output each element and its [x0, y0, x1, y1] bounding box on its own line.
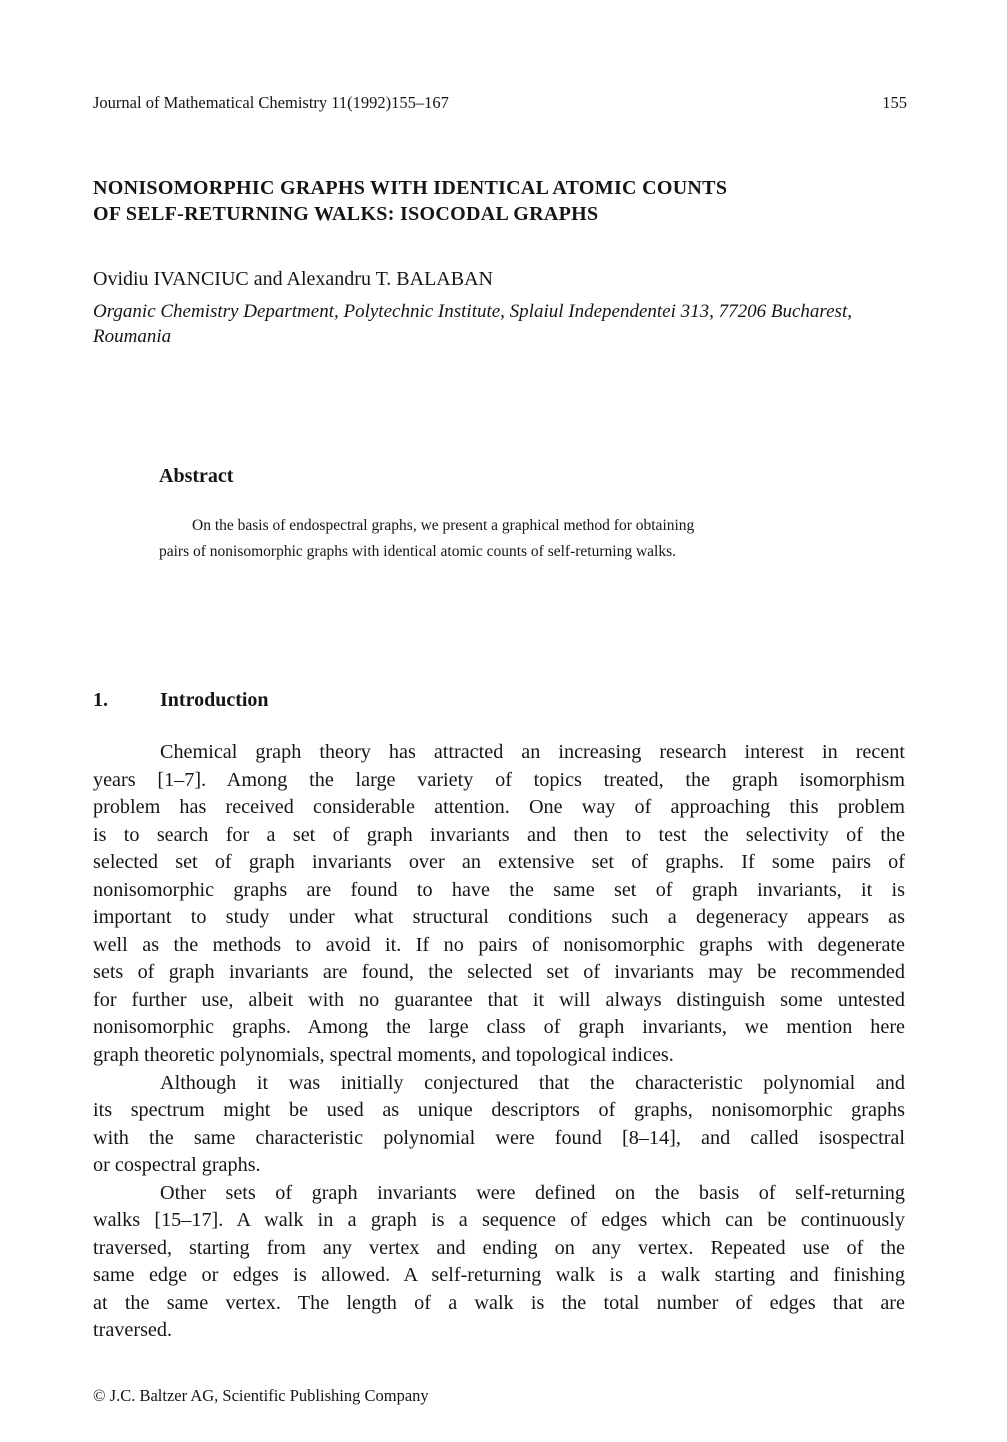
page-number: 155	[882, 93, 907, 112]
author-list: Ovidiu IVANCIUC and Alexandru T. BALABAN	[93, 268, 493, 290]
body-line: years [1–7]. Among the large variety of topics treated, the graph isomorphism	[93, 768, 905, 791]
body-line: with the same characteristic polynomial were found [8–14], and called isospectral	[93, 1126, 905, 1149]
body-line: nonisomorphic graphs. Among the large class of graph invariants, we mention here	[93, 1016, 905, 1039]
body-line: selected set of graph invariants over an extensive set of graphs. If some pairs of	[93, 851, 905, 874]
abstract-line: On the basis of endospectral graphs, we present a graphical method for obtaining	[192, 517, 695, 534]
body-line: nonisomorphic graphs are found to have the same set of graph invariants, it is	[93, 878, 905, 901]
copyright-notice: © J.C. Baltzer AG, Scientific Publishing Company	[93, 1386, 429, 1405]
section-number: 1.	[93, 689, 108, 711]
abstract-line: pairs of nonisomorphic graphs with identical atomic counts of self-returning walks.	[159, 543, 676, 560]
body-line: important to study under what structural conditions such a degeneracy appears as	[93, 906, 905, 929]
body-line: sets of graph invariants are found, the selected set of invariants may be recommended	[93, 961, 905, 984]
body-line: at the same vertex. The length of a walk is the total number of edges that are	[93, 1291, 905, 1314]
body-line: same edge or edges is allowed. A self-returning walk is a walk starting and finishing	[93, 1264, 905, 1287]
body-line: well as the methods to avoid it. If no pairs of nonisomorphic graphs with degenerate	[93, 933, 905, 956]
body-text	[93, 739, 905, 1345]
title-line: OF SELF-RETURNING WALKS: ISOCODAL GRAPHS	[93, 203, 599, 225]
body-line: graph theoretic polynomials, spectral moments, and topological indices.	[93, 1044, 674, 1067]
body-line: Chemical graph theory has attracted an increasing research interest in recent	[160, 741, 905, 763]
body-line: or cospectral graphs.	[93, 1154, 261, 1177]
affiliation	[93, 299, 908, 349]
abstract-heading: Abstract	[159, 465, 234, 487]
affiliation-line: Organic Chemistry Department, Polytechnic Institute, Splaiul Independentei 313, 77206 Bucharest,	[93, 301, 852, 322]
abstract-text	[159, 513, 849, 565]
title-line: NONISOMORPHIC GRAPHS WITH IDENTICAL ATOMIC COUNTS	[93, 177, 728, 199]
body-line: its spectrum might be used as unique descriptors of graphs, nonisomorphic graphs	[93, 1099, 905, 1122]
body-line: Other sets of graph invariants were defined on the basis of self-returning	[160, 1181, 905, 1204]
section-title: Introduction	[160, 689, 269, 711]
body-line: for further use, albeit with no guarantee that it will always distinguish some untested	[93, 988, 905, 1011]
body-line: is to search for a set of graph invariants and then to test the selectivity of the	[93, 823, 905, 846]
body-line: traversed, starting from any vertex and ending on any vertex. Repeated use of the	[93, 1236, 905, 1259]
article-title	[93, 175, 913, 227]
body-line: Although it was initially conjectured that the characteristic polynomial and	[160, 1071, 905, 1094]
body-line: walks [15–17]. A walk in a graph is a sequence of edges which can be continuously	[93, 1209, 905, 1232]
running-head: Journal of Mathematical Chemistry 11(1992)155–167	[93, 93, 449, 112]
body-line: traversed.	[93, 1319, 173, 1342]
body-line: problem has received considerable attention. One way of approaching this problem	[93, 796, 905, 819]
affiliation-line: Roumania	[93, 326, 172, 347]
